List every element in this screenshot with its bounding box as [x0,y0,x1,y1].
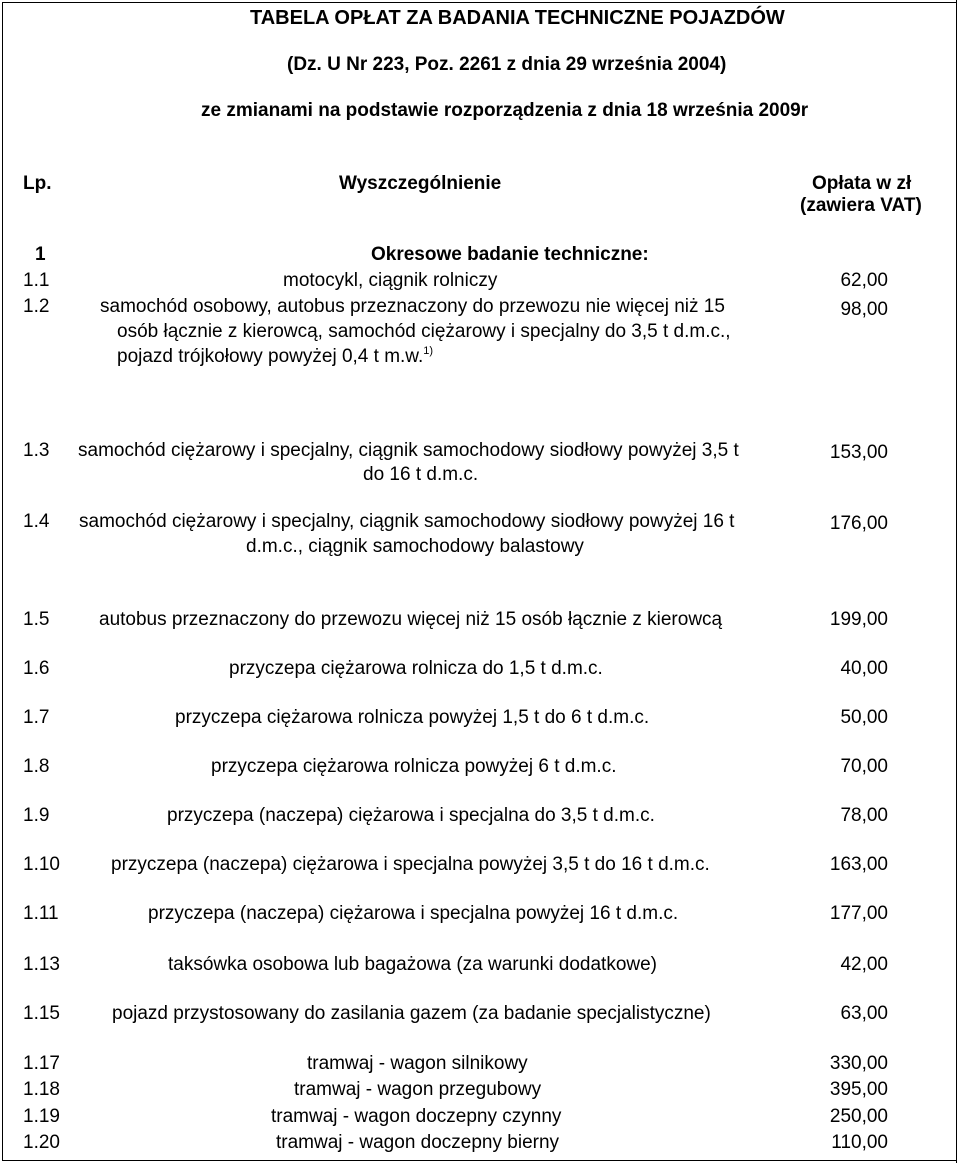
row-description: przyczepa ciężarowa rolnicza powyżej 6 t d.m.c. [211,756,617,777]
footnote-marker: 1) [423,345,434,357]
row-lp: 1.6 [23,658,50,679]
row-lp: 1.2 [23,296,50,317]
row-fee: 163,00 [829,854,888,875]
row-description: tramwaj - wagon doczepny czynny [271,1106,562,1127]
row-fee: 199,00 [829,609,888,630]
row-lp: 1.7 [23,707,50,728]
document-subtitle: (Dz. U Nr 223, Poz. 2261 z dnia 29 września 2004) [287,54,727,75]
row-description-line: do 16 t d.m.c. [363,464,479,485]
row-description: tramwaj - wagon silnikowy [307,1053,528,1074]
row-fee: 395,00 [829,1079,888,1100]
row-description-line [117,346,433,366]
row-description: autobus przeznaczony do przewozu więcej niż 15 osób łącznie z kierowcą [99,609,723,630]
row-description: przyczepa ciężarowa rolnicza do 1,5 t d.m.c. [229,658,603,679]
row-lp: 1.5 [23,609,50,630]
row-lp: 1.8 [23,756,50,777]
row-description-line: samochód osobowy, autobus przeznaczony do przewozu nie więcej niż 15 [100,296,725,317]
row-description: przyczepa (naczepa) ciężarowa i specjalna do 3,5 t d.m.c. [167,805,655,826]
row-fee: 153,00 [829,442,888,463]
document-title: TABELA OPŁAT ZA BADANIA TECHNICZNE POJAZDÓW [250,7,785,29]
row-lp: 1.4 [23,511,50,532]
row-description: pojazd przystosowany do zasilania gazem (za badanie specjalistyczne) [112,1003,711,1024]
row-fee: 176,00 [829,513,888,534]
row-fee: 177,00 [829,903,888,924]
row-description: przyczepa ciężarowa rolnicza powyżej 1,5 t do 6 t d.m.c. [175,707,650,728]
right-border [956,0,957,1163]
row-fee: 42,00 [840,954,888,975]
row-fee: 330,00 [829,1053,888,1074]
row-description-line: d.m.c., ciągnik samochodowy balastowy [246,536,584,557]
row-fee: 63,00 [840,1003,888,1024]
row-lp: 1.18 [23,1079,60,1100]
column-lp-header: Lp. [23,173,52,194]
row-lp: 1.20 [23,1132,60,1153]
row-fee: 250,00 [829,1106,888,1127]
section-title: Okresowe badanie techniczne: [371,244,649,265]
row-description: motocykl, ciągnik rolniczy [283,270,498,291]
row-lp: 1.17 [23,1053,60,1074]
column-fee-header: Opłata w zł [812,173,912,194]
row-fee: 78,00 [840,805,888,826]
row-fee: 110,00 [831,1132,888,1153]
row-description: przyczepa (naczepa) ciężarowa i specjalna powyżej 3,5 t do 16 t d.m.c. [111,854,710,875]
row-lp: 1.1 [23,270,50,291]
row-fee: 62,00 [840,270,888,291]
column-description-header: Wyszczególnienie [339,173,502,194]
row-lp: 1.11 [23,903,59,924]
row-lp: 1.15 [23,1003,60,1024]
row-description: taksówka osobowa lub bagażowa (za warunki dodatkowe) [168,954,657,975]
section-number: 1 [35,244,46,265]
row-fee: 50,00 [840,707,888,728]
row-lp: 1.19 [23,1106,60,1127]
document-amendment: ze zmianami na podstawie rozporządzenia z dnia 18 września 2009r [201,100,809,121]
row-lp: 1.3 [23,440,50,461]
row-description-text: pojazd trójkołowy powyżej 0,4 t m.w. [117,346,424,367]
row-description-line: osób łącznie z kierowcą, samochód ciężarowy i specjalny do 3,5 t d.m.c., [117,321,731,342]
row-description: tramwaj - wagon przegubowy [294,1079,542,1100]
row-description: przyczepa (naczepa) ciężarowa i specjalna powyżej 16 t d.m.c. [148,903,679,924]
row-lp: 1.9 [23,805,50,826]
row-lp: 1.13 [23,954,60,975]
row-fee: 40,00 [840,658,888,679]
row-description-line: samochód ciężarowy i specjalny, ciągnik samochodowy siodłowy powyżej 16 t [79,511,735,532]
row-description-line: samochód ciężarowy i specjalny, ciągnik samochodowy siodłowy powyżej 3,5 t [78,440,739,461]
column-fee-header-vat: (zawiera VAT) [800,195,922,216]
row-fee: 70,00 [840,756,888,777]
row-description: tramwaj - wagon doczepny bierny [276,1132,560,1153]
row-lp: 1.10 [23,854,60,875]
row-fee: 98,00 [840,299,888,320]
